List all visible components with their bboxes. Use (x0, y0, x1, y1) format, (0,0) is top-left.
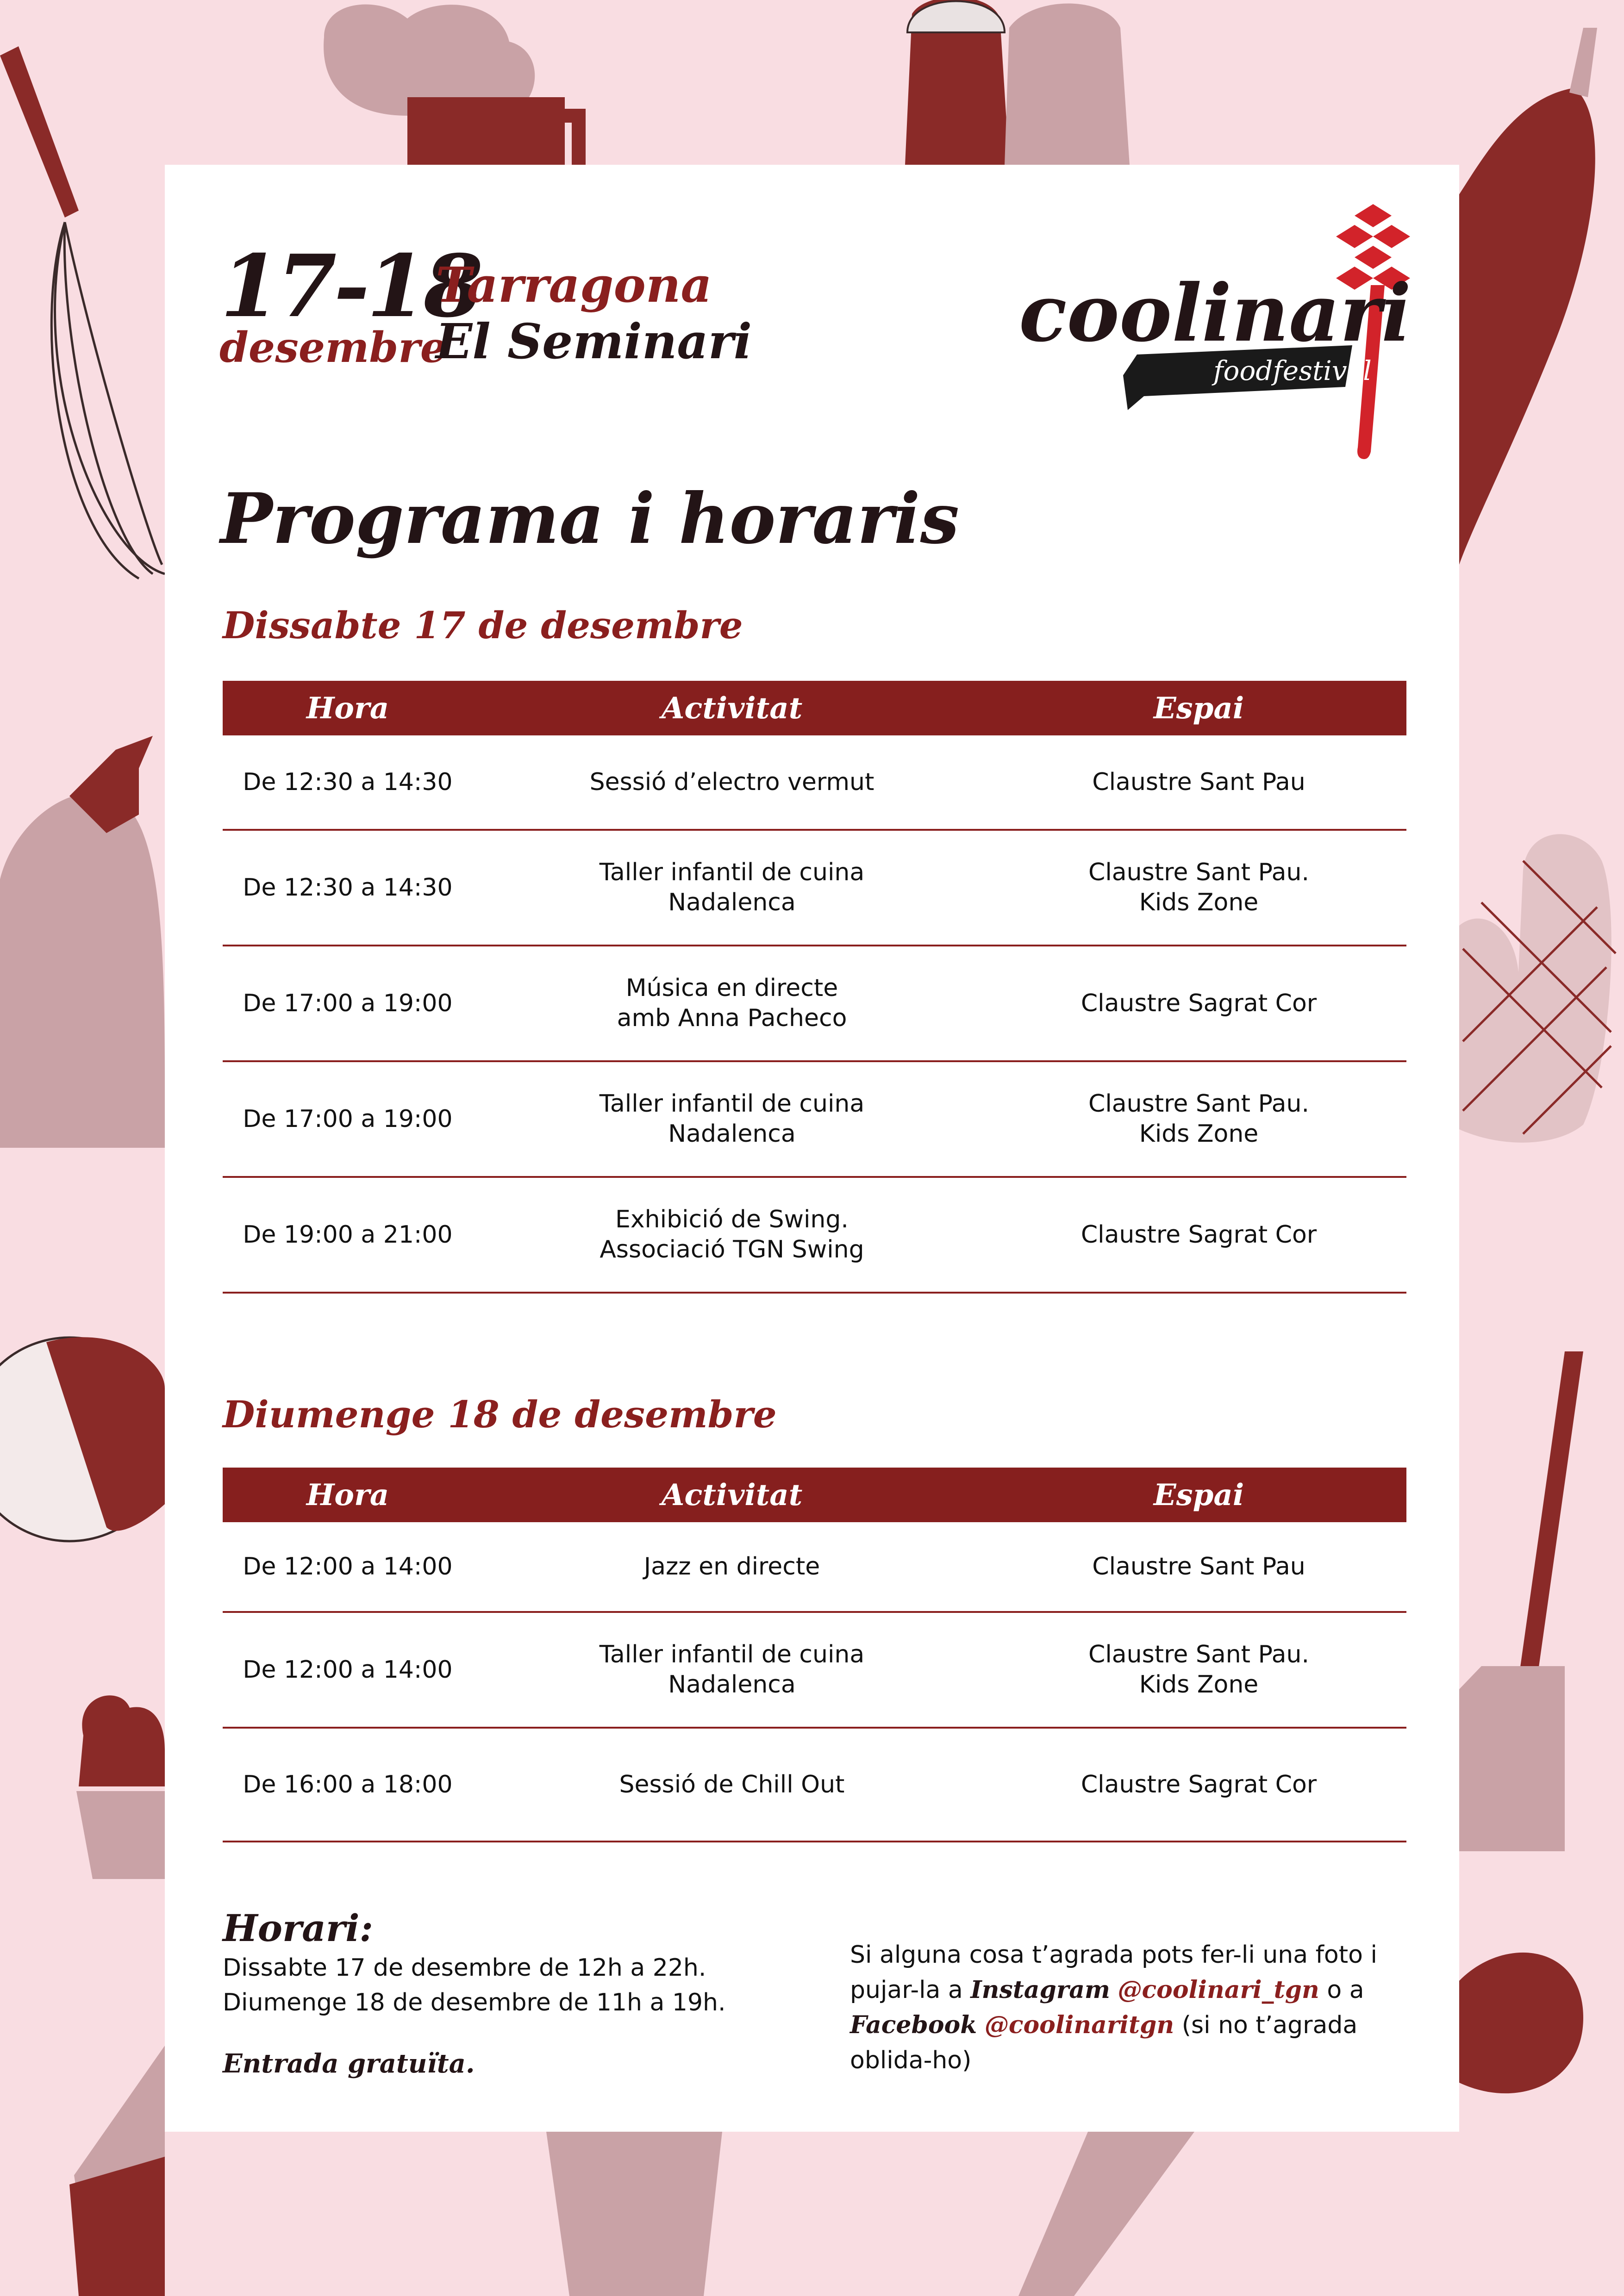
table-header (223, 1468, 1406, 1522)
logo-tagline: foodfestival (1213, 355, 1372, 386)
sunday-table (223, 1468, 1406, 1842)
header-activitat: Activitat (661, 1477, 803, 1512)
beer-mug-icon (324, 4, 579, 165)
social-line-2 (850, 1972, 1433, 2008)
cell-hora: De 17:00 a 19:00 (243, 989, 453, 1017)
header-hora: Hora (306, 1477, 389, 1512)
social-text: (si no t’agrada oblida-ho) (850, 2011, 1358, 2074)
event-month: desembre (219, 323, 447, 372)
cell-activitat: Taller infantil de cuina Nadalenca (599, 1641, 865, 1699)
spatula-icon (1459, 1351, 1583, 1851)
cell-espai: Claustre Sant Pau (1092, 768, 1305, 796)
cell-hora: De 12:30 a 14:30 (243, 768, 453, 796)
social-line-3 (850, 2008, 1433, 2078)
cell-activitat: Jazz en directe (643, 1552, 820, 1580)
cell-espai: Claustre Sagrat Cor (1081, 989, 1317, 1017)
cell-hora: De 12:00 a 14:00 (243, 1655, 453, 1684)
cell-hora: De 12:30 a 14:30 (243, 873, 453, 902)
coolinari-logo (1019, 193, 1417, 591)
cheese-icon (69, 2046, 165, 2296)
cell-activitat: Sessió de Chill Out (619, 1770, 845, 1798)
header-activitat: Activitat (661, 691, 803, 726)
cell-hora: De 17:00 a 19:00 (243, 1105, 453, 1133)
saturday-table (223, 681, 1406, 1294)
table-row (223, 1613, 1406, 1729)
whisk-icon (0, 46, 165, 579)
event-dates: 17-18 (220, 236, 481, 336)
social-text: pujar-la a (850, 1976, 963, 2004)
cell-activitat: Taller infantil de cuina Nadalenca (599, 1090, 865, 1148)
header-espai: Espai (1153, 691, 1244, 726)
table-row (223, 1178, 1406, 1294)
facebook-label: Facebook (850, 2011, 977, 2039)
social-note (850, 1937, 1433, 2078)
table-row (223, 1062, 1406, 1178)
saturday-title: Dissabte 17 de desembre (223, 604, 743, 647)
chili-pepper-icon (1459, 28, 1597, 565)
cell-activitat: Sessió d’electro vermut (589, 768, 874, 796)
page-title: Programa i horaris (220, 478, 960, 560)
rolling-pin-icon (1018, 2132, 1194, 2296)
social-text: o a (1327, 1976, 1364, 2004)
program-card (165, 165, 1459, 2132)
social-line-1: Si alguna cosa t’agrada pots fer-li una foto i (850, 1941, 1377, 1969)
hours-title: Horari: (223, 1906, 373, 1950)
cell-espai: Claustre Sagrat Cor (1081, 1770, 1317, 1798)
cell-hora: De 19:00 a 21:00 (243, 1220, 453, 1249)
table-row (223, 735, 1406, 831)
event-city: Tarragona (436, 256, 712, 313)
salt-shaker-icon (905, 0, 1130, 165)
cell-espai: Claustre Sant Pau. Kids Zone (1088, 1641, 1309, 1699)
facebook-handle-link[interactable]: @coolinaritgn (984, 2011, 1174, 2039)
cupcake-icon (76, 1695, 165, 1879)
hours-saturday: Dissabte 17 de desembre de 12h a 22h. (223, 1954, 706, 1982)
cell-activitat: Exhibició de Swing. Associació TGN Swing (600, 1206, 864, 1263)
cell-activitat: Taller infantil de cuina Nadalenca (599, 859, 865, 916)
cell-espai: Claustre Sant Pau. Kids Zone (1088, 859, 1309, 916)
table-row (223, 831, 1406, 946)
sunday-title: Diumenge 18 de desembre (223, 1393, 777, 1436)
table-row (223, 946, 1406, 1062)
cell-hora: De 16:00 a 18:00 (243, 1770, 453, 1798)
instagram-handle-link[interactable]: @coolinari_tgn (1118, 1976, 1319, 2004)
table-row (223, 1522, 1406, 1613)
logo-wordmark: coolinari (1019, 267, 1412, 360)
oven-mitt-icon (1459, 834, 1616, 1143)
orange-icon (0, 1337, 171, 1541)
header-hora: Hora (306, 691, 389, 726)
free-entry: Entrada gratuïta. (223, 2048, 475, 2079)
table-header (223, 681, 1406, 735)
eggplant-icon (0, 736, 165, 1148)
cell-espai: Claustre Sagrat Cor (1081, 1220, 1317, 1249)
hours-sunday: Diumenge 18 de desembre de 11h a 19h. (223, 1989, 726, 2016)
cell-espai: Claustre Sant Pau (1092, 1552, 1305, 1580)
header-espai: Espai (1153, 1477, 1244, 1512)
cell-espai: Claustre Sant Pau. Kids Zone (1088, 1090, 1309, 1148)
tomato-icon (1459, 1953, 1583, 2093)
chef-hat-icon (546, 2132, 722, 2296)
event-venue: El Seminari (436, 313, 752, 370)
cell-hora: De 12:00 a 14:00 (243, 1552, 453, 1580)
cell-activitat: Música en directe amb Anna Pacheco (617, 974, 847, 1032)
table-row (223, 1729, 1406, 1842)
instagram-label: Instagram (970, 1976, 1110, 2004)
